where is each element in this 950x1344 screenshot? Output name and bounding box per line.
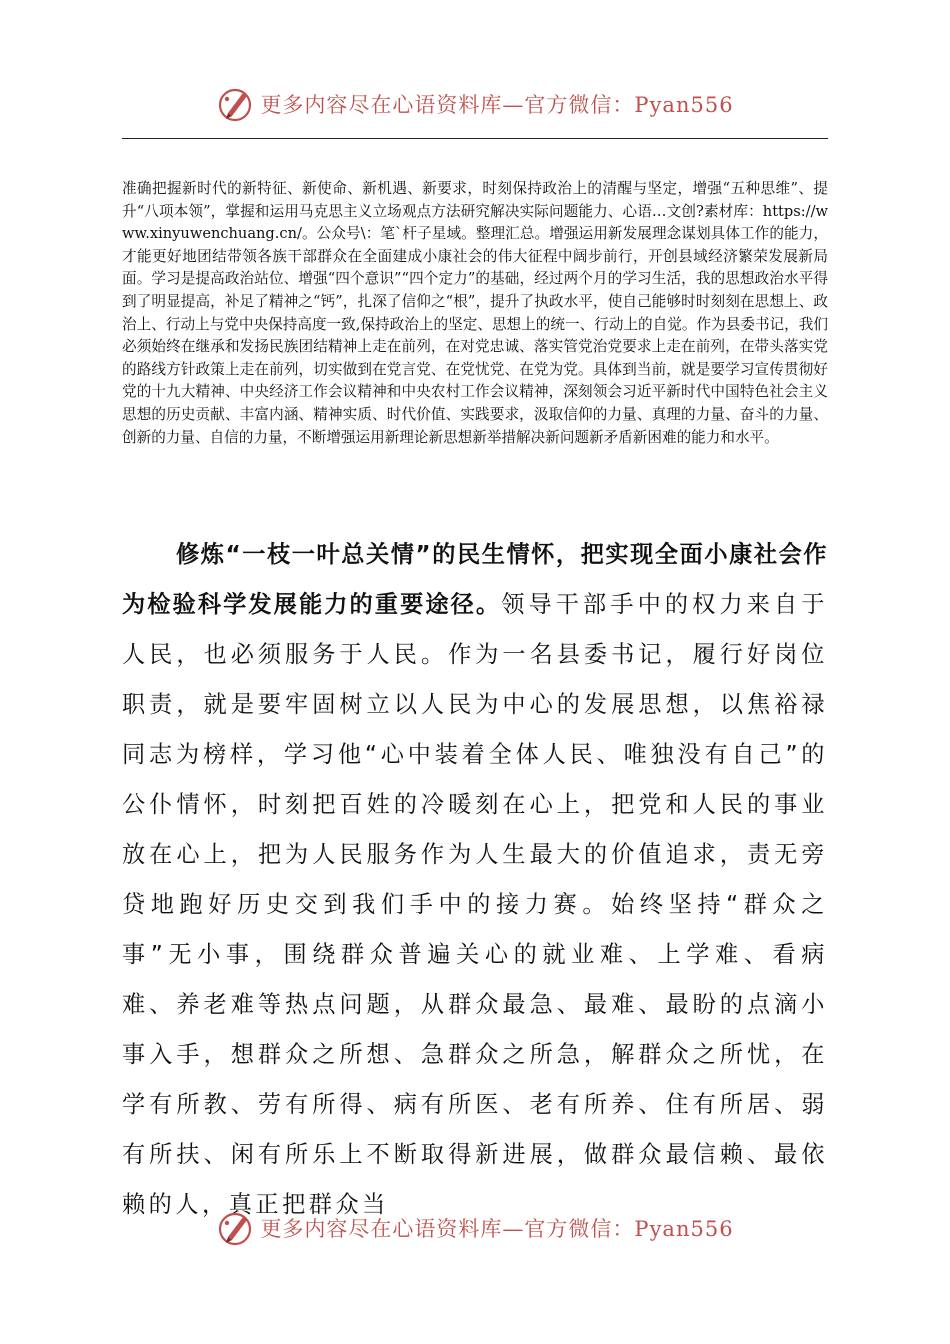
footer-banner-text: 更多内容尽在心语资料库—官方微信：Pyan556 — [260, 1217, 734, 1241]
header-banner-text: 更多内容尽在心语资料库—官方微信：Pyan556 — [260, 93, 734, 117]
main-paragraph — [122, 530, 828, 1230]
footer-banner — [0, 1206, 950, 1250]
section-heading: 修炼“一枝一叶总关情”的民生情怀，把实现全面小康社会作为检验科学发展能力的重要途径。 — [122, 541, 828, 618]
section-body: 领导干部手中的权力来自于人民，也必须服务于人民。作为一名县委书记，履行好岗位职责，就是要牢固树立以人民为中心的发展思想，以焦裕禄同志为榜样，学习他“心中装着全体人民、唯独没有自己”的公仆情怀，时刻把百姓的冷暖刻在心上，把党和人民的事业放在心上，把为人民服务作为人生最大的价值追求，责无旁贷地跑好历史交到我们手中的接力赛。始终坚持“群众之事”无小事，围绕群众普遍关心的就业难、上学难、看病难、养老难等热点问题，从群众最急、最难、最盼的点滴小事入手，想群众之所想、急群众之所急，解群众之所忧，在学有所教、劳有所得、病有所医、老有所养、住有所居、弱有所扶、闲有所乐上不断取得新进展，做群众最信赖、最依赖的人，真正把群众当 — [122, 591, 828, 1218]
header-banner — [0, 82, 950, 126]
header-divider — [122, 138, 828, 139]
intro-paragraph: 准确把握新时代的新特征、新使命、新机遇、新要求，时刻保持政治上的清醒与坚定，增强“五种思维”、提升“八项本领”，掌握和运用马克思主义立场观点方法研究解决实际问题能力、心语…文创?素材库：https://www.xinyuwenchuang.cn/。公众号\：笔`杆子星域。整理汇总。增强运用新发展理念谋划具体工作的能力，才能更好地团结带领各族干部群众在全面建成小康社会的伟大征程中阔步前行，开创县域经济繁荣发展新局面。学习是提高政治站位、增强“四个意识”“四个定力”的基础，经过两个月的学习生活，我的思想政治水平得到了明显提高，补足了精神之“钙”，扎深了信仰之“根”，提升了执政水平，使自己能够时时刻刻在思想上、政治上、行动上与党中央保持高度一致,保持政治上的坚定、思想上的统一、行动上的自觉。作为县委书记，我们必须始终在继承和发扬民族团结精神上走在前列，在对党忠诚、落实管党治党要求上走在前列，在带头落实党的路线方针政策上走在前列，切实做到在党言党、在党忧党、在党为党。具体到当前，就是要学习宣传贯彻好党的十九大精神、中央经济工作会议精神和中央农村工作会议精神，深刻领会习近平新时代中国特色社会主义思想的历史贡献、丰富内涵、精神实质、时代价值、实践要求，汲取信仰的力量、真理的力量、奋斗的力量、创新的力量、自信的力量，不断增强运用新理论新思想新举措解决新问题新矛盾新困难的能力和水平。 — [122, 180, 828, 446]
pen-logo-icon — [216, 84, 256, 124]
pen-logo-icon — [216, 1208, 256, 1248]
